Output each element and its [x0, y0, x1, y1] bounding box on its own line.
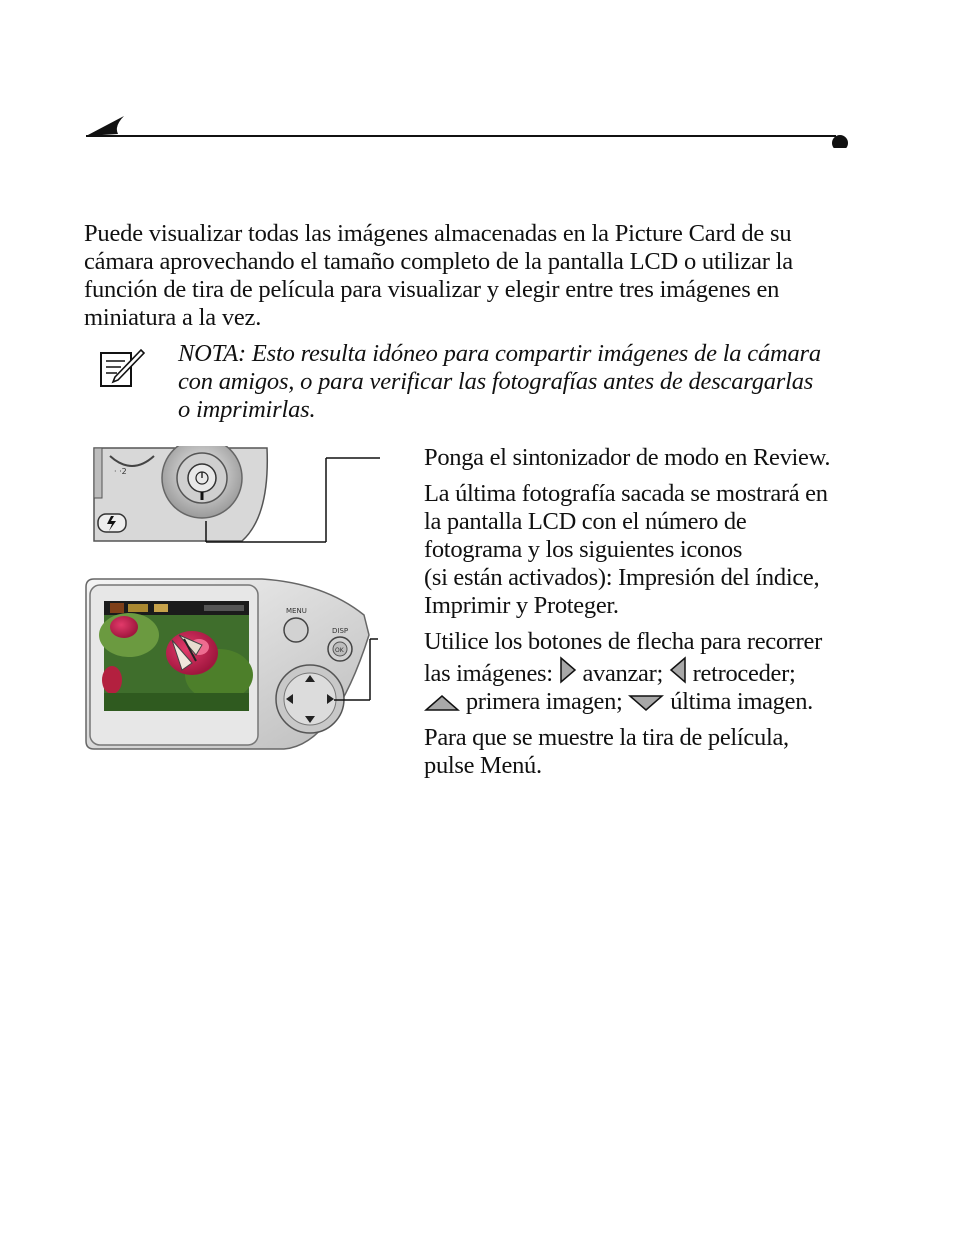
step-3-line: Utilice los botones de flecha para recorrer — [424, 628, 822, 655]
lcd-illustration — [84, 575, 384, 755]
svg-text:· ·2: · ·2 — [114, 467, 127, 476]
step-2-line: Imprimir y Proteger. — [424, 592, 619, 619]
note-line: NOTA: Esto resulta idóneo para compartir imágenes de la cámara — [178, 340, 821, 367]
intro-line: Puede visualizar todas las imágenes almacenadas en la Picture Card de su — [84, 220, 792, 247]
intro-line: miniatura a la vez. — [84, 304, 262, 331]
step-2-line: fotograma y los siguientes iconos — [424, 536, 743, 563]
note-icon — [99, 347, 145, 389]
header-rule — [84, 108, 854, 148]
ok-label: OK — [335, 647, 344, 654]
instruction-steps — [424, 444, 854, 788]
step-2 — [424, 480, 854, 620]
forward-label: avanzar; — [582, 660, 664, 687]
note-line: con amigos, o para verificar las fotografías antes de descargarlas — [178, 368, 814, 395]
step-2-line: La última fotografía sacada se mostrará en — [424, 480, 828, 507]
down-arrow-icon — [628, 694, 664, 712]
step-2-line: (si están activados): Impresión del índice, — [424, 564, 820, 591]
step-1: Ponga el sintonizador de modo en Review. — [424, 444, 831, 471]
right-arrow-icon — [559, 656, 577, 684]
note-line: o imprimirlas. — [178, 396, 316, 423]
last-image-label: última imagen. — [670, 688, 813, 715]
menu-label: MENU — [286, 607, 307, 615]
step-4-line: pulse Menú. — [424, 752, 542, 779]
disp-label: DISP — [332, 627, 349, 635]
back-label: retroceder; — [692, 660, 796, 687]
note-paragraph — [178, 340, 858, 424]
left-arrow-icon — [669, 656, 687, 684]
up-arrow-icon — [424, 694, 460, 712]
intro-paragraph — [84, 220, 854, 332]
intro-line: función de tira de película para visualizar y elegir entre tres imágenes en — [84, 276, 780, 303]
first-image-label: primera imagen; — [465, 688, 623, 715]
step-4-line: Para que se muestre la tira de película, — [424, 724, 789, 751]
step-4 — [424, 724, 854, 780]
step-2-line: la pantalla LCD con el número de — [424, 508, 747, 535]
step-3-prefix: las imágenes: — [424, 660, 553, 687]
intro-line: cámara aprovechando el tamaño completo de la pantalla LCD o utilizar la — [84, 248, 793, 275]
mode-dial-illustration — [92, 446, 382, 546]
step-3 — [424, 628, 854, 716]
